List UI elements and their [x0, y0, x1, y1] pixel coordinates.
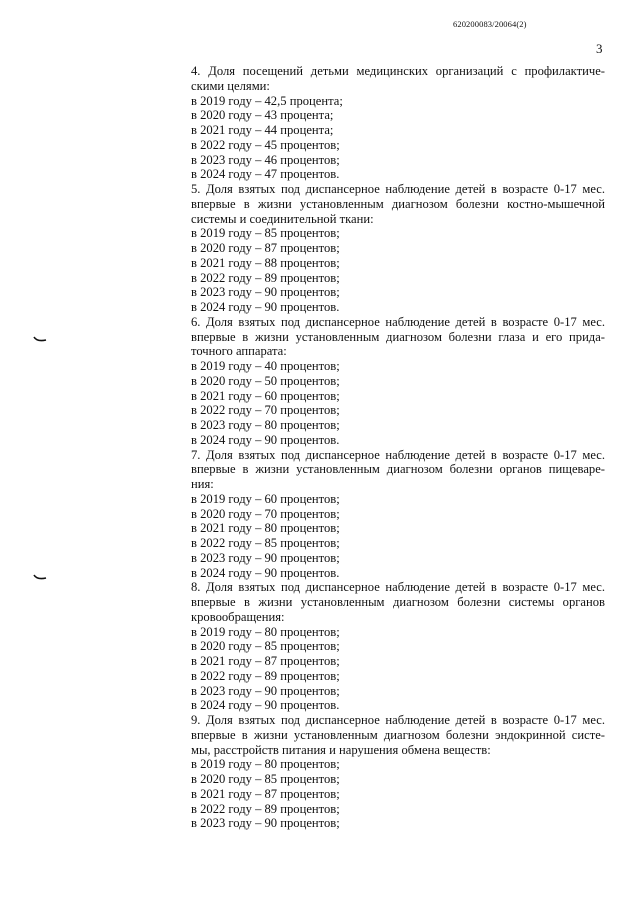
text-line: в 2019 году – 42,5 процента;: [191, 93, 343, 108]
text-line: 4. Доля посещений детьми медицинских организаций с профилактиче-: [191, 64, 605, 78]
text-line: в 2021 году – 87 процентов;: [191, 654, 340, 668]
text-line: ния:: [191, 477, 214, 491]
text-line: впервые в жизни установленным диагнозом болезни костно-мышечной: [191, 196, 605, 211]
text-line: в 2021 году – 80 процентов;: [191, 521, 340, 536]
text-line: впервые в жизни установленным диагнозом болезни системы органов: [191, 595, 605, 609]
text-line: впервые в жизни установленным диагнозом болезни глаза и его прида-: [191, 329, 605, 344]
text-line: в 2019 году – 80 процентов;: [191, 624, 340, 639]
text-line: в 2019 году – 80 процентов;: [191, 757, 340, 772]
text-line: в 2022 году – 85 процентов;: [191, 536, 340, 550]
text-line: в 2023 году – 46 процентов;: [191, 152, 340, 167]
text-line: в 2022 году – 70 процентов;: [191, 403, 340, 418]
text-line: системы и соединительной ткани:: [191, 211, 374, 226]
document-id: 620200083/20064(2): [453, 19, 527, 29]
text-line: в 2022 году – 45 процентов;: [191, 137, 340, 152]
text-line: в 2022 году – 89 процентов;: [191, 801, 340, 816]
text-line: в 2021 году – 44 процента;: [191, 123, 334, 137]
text-line: мы, расстройств питания и нарушения обмена веществ:: [191, 742, 491, 757]
text-line: в 2024 году – 90 процентов.: [191, 300, 340, 314]
text-line: в 2023 году – 90 процентов;: [191, 550, 340, 565]
text-line: в 2019 году – 60 процентов;: [191, 491, 340, 506]
text-line: в 2024 году – 90 процентов.: [191, 432, 340, 447]
text-line: в 2020 году – 70 процентов;: [191, 506, 340, 521]
text-line: в 2023 году – 90 процентов;: [191, 816, 340, 831]
text-line: в 2024 году – 90 процентов.: [191, 565, 340, 580]
text-line: в 2020 году – 85 процентов;: [191, 639, 340, 654]
text-line: в 2020 году – 85 процентов;: [191, 772, 340, 786]
text-line: в 2024 году – 47 процентов.: [191, 167, 340, 182]
text-line: в 2020 году – 43 процента;: [191, 108, 334, 123]
text-line: точного аппарата:: [191, 344, 287, 359]
margin-tick-mark: [33, 336, 47, 344]
text-line: в 2020 году – 87 процентов;: [191, 241, 340, 255]
text-line: в 2023 году – 90 процентов;: [191, 683, 340, 698]
text-line: в 2020 году – 50 процентов;: [191, 373, 340, 388]
text-line: впервые в жизни установленным диагнозом болезни эндокринной систе-: [191, 727, 605, 742]
text-line: кровообращения:: [191, 609, 285, 624]
text-line: в 2023 году – 80 процентов;: [191, 418, 340, 432]
page-number: 3: [596, 41, 603, 56]
text-line: в 2021 году – 87 процентов;: [191, 786, 340, 801]
text-line: в 2024 году – 90 процентов.: [191, 698, 340, 713]
text-line: в 2021 году – 88 процентов;: [191, 255, 340, 270]
document-body: [191, 64, 605, 831]
text-line: 5. Доля взятых под диспансерное наблюдение детей в возрасте 0-17 мес.: [191, 182, 605, 196]
text-line: в 2023 году – 90 процентов;: [191, 285, 340, 300]
text-line: в 2022 году – 89 процентов;: [191, 270, 340, 285]
text-line: в 2021 году – 60 процентов;: [191, 388, 340, 403]
text-line: скими целями:: [191, 78, 270, 93]
text-line: в 2022 году – 89 процентов;: [191, 668, 340, 683]
text-line: впервые в жизни установленным диагнозом болезни органов пищеваре-: [191, 462, 605, 477]
text-line: в 2019 году – 40 процентов;: [191, 359, 340, 373]
text-line: 9. Доля взятых под диспансерное наблюдение детей в возрасте 0-17 мес.: [191, 713, 605, 727]
margin-tick-mark: [33, 574, 47, 582]
text-line: в 2019 году – 85 процентов;: [191, 226, 340, 241]
text-line: 8. Доля взятых под диспансерное наблюдение детей в возрасте 0-17 мес.: [191, 580, 605, 595]
text-line: 6. Доля взятых под диспансерное наблюдение детей в возрасте 0-17 мес.: [191, 314, 605, 329]
text-line: 7. Доля взятых под диспансерное наблюдение детей в возрасте 0-17 мес.: [191, 447, 605, 462]
